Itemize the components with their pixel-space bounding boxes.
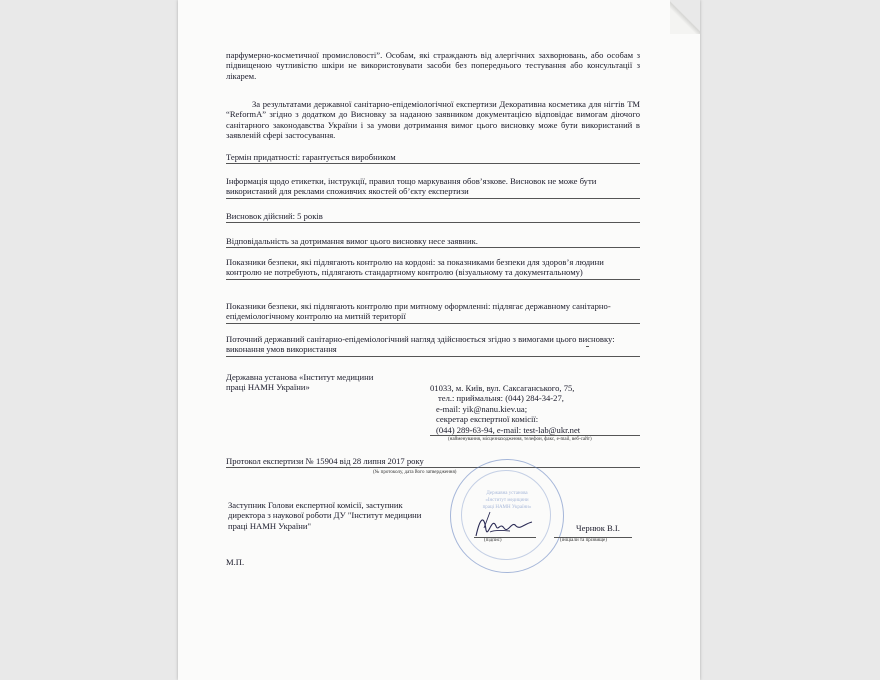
signatory-name: Чернюк В.І. <box>576 523 620 533</box>
seal-mark: М.П. <box>226 557 245 567</box>
label-info-field: Інформація щодо етикетки, інструкції, правил тощо маркування обов’язкове. Висновок не може бути використаний для реклами споживчих якостей об’єкту експертизи <box>226 176 640 199</box>
protocol-caption: (№ протоколу, дата його затвердження) <box>373 470 457 475</box>
responsibility-field: Відповідальність за дотримання вимог цього висновку несе заявник. <box>226 236 640 248</box>
document-page <box>178 0 700 680</box>
supervision-field: Поточний державний санітарно-епідеміологічний нагляд здійснюється згідно з вимогами цього висновку: виконання умов використання <box>226 334 640 357</box>
institution-name: Державна установа «Інститут медицини праці НАМН України» <box>226 372 374 393</box>
validity-field: Висновок дійсний: 5 років <box>226 211 640 223</box>
page-fold <box>670 0 700 34</box>
stray-mark <box>586 346 589 347</box>
name-caption: (ініціали та прізвище) <box>560 538 607 543</box>
shelf-life-field: Термін придатності: гарантується виробником <box>226 152 640 164</box>
paragraph-allergy-warning: парфумерно-косметичної промисловості”. Особам, які страждають від алергічних захворювань, або особам з підвищеною чутливістю шкіри не використовувати засоби без попереднього тестування або консультації з лікарем. <box>226 50 640 81</box>
address-line: секретар експертної комісії: <box>436 414 539 425</box>
signatory-title: Заступник Голови експертної комісії, заступник директора з наукової роботи ДУ "Інститут медицини праці НАМН України" <box>228 500 422 531</box>
border-control-field: Показники безпеки, які підлягають контролю на кордоні: за показниками безпеки для здоров’я людини контролю не потребують, підлягають стандартному контролю (візуальному та документальному) <box>226 257 640 280</box>
signature-caption: (підпис) <box>484 538 502 543</box>
institution-address <box>430 383 640 435</box>
paragraph-conclusion: За результатами державної санітарно-епідеміологічної експертизи Декоративна косметика для нігтів ТМ “ReformA” згідно з додатком до Висновку за наданою заявником документацією відповідає вимогам діючого санітарного законодавства України і за умови дотримання вимог цього висновку може бути використаний в заявленій сфері застосування. <box>226 99 640 141</box>
address-line: тел.: приймальня: (044) 284-34-27, <box>438 393 564 404</box>
stamp-text: Державна установа «Інститут медицини праці НАМН України» <box>482 491 532 510</box>
address-caption: (найменування, місцезнаходження, телефон, факс, e-mail, веб-сайт) <box>448 437 592 442</box>
address-line: (044) 289-63-94, e-mail: test-lab@ukr.net <box>436 424 581 435</box>
address-line: 01033, м. Київ, вул. Саксаганського, 75, <box>430 383 575 393</box>
protocol-field: Протокол експертизи № 15904 від 28 липня 2017 року <box>226 456 640 468</box>
customs-control-field: Показники безпеки, які підлягають контролю при митному оформленні: підлягає державному санітарно-епідеміологічному контролю на митній території <box>226 301 640 324</box>
address-line: e-mail: yik@nanu.kiev.ua; <box>436 403 528 414</box>
address-underline <box>430 435 640 436</box>
